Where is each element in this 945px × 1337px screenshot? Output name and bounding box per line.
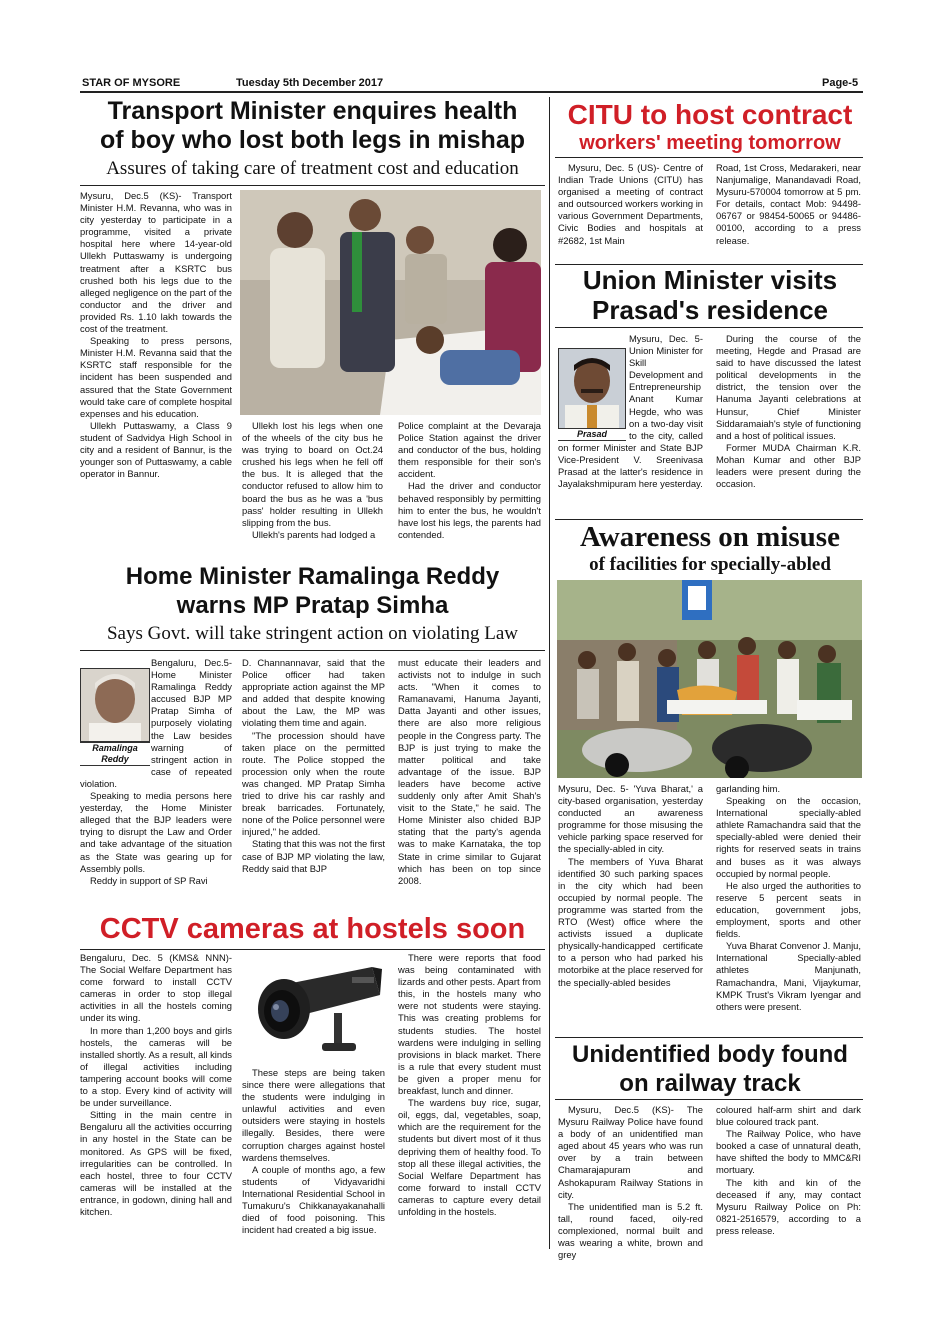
photo-yuva-bharat — [557, 580, 862, 778]
rule — [555, 1037, 863, 1038]
transport-col-2 — [242, 420, 383, 541]
paragraph: "The procession should have taken place on the permitted route. The Police stopped the procession only when the route was changed. MP Pratap Simha tried to drive his car rashly and break barricades. Fortunately, none of the Police personnel were injured," he added. — [242, 729, 385, 838]
story-citu — [555, 99, 865, 155]
headline-home-2: warns MP Pratap Simha — [176, 592, 449, 619]
rule — [80, 185, 545, 186]
paragraph: Bengaluru, Dec.5- Home Minister Ramalinga Reddy accused BJP MP Pratap Simha of purposely violating the Law besides warning of stringent action in case of repeated violation. — [80, 657, 232, 789]
hospital-photo-image — [240, 190, 541, 415]
paragraph: Mysuru, Dec. 5- 'Yuva Bharat,' a city-based organisation, yesterday conducted an awareness programme for those misusing the vehicle parking space reserved for the specially-abled in city. — [558, 783, 703, 855]
paragraph: D. Channannavar, said that the Police officer had taken appropriate action against the MP and added that despite knowing about the Law, the MP was violating them time and again. — [242, 657, 385, 729]
photo-minister-hospital — [240, 190, 541, 415]
story-cctv — [80, 911, 545, 947]
paragraph: Former MUDA Chairman K.R. Mohan Kumar and other BJP leaders were present during the occasion. — [716, 441, 861, 490]
story-home-minister — [80, 562, 545, 646]
masthead-rule — [80, 91, 863, 93]
headline-cctv: CCTV cameras at hostels soon — [99, 913, 526, 945]
issue-date: Tuesday 5th December 2017 — [236, 77, 384, 89]
union-col-1 — [558, 333, 703, 490]
rule — [555, 157, 863, 158]
story-unidentified-body — [555, 1040, 865, 1098]
headline-body-1: Unidentified body found — [572, 1041, 848, 1068]
body-col-2 — [716, 1104, 861, 1237]
paragraph: The unidentified man is 5.2 ft. tall, round faced, oily-red complexioned, normal built and was wearing a white, brown and grey — [558, 1200, 703, 1261]
paragraph: These steps are being taken since there were allegations that the students were indulging in unlawful activities and even outsiders were staying in hostels illegally. Besides, there were corruption charges against hostel wardens themselves. — [242, 1067, 385, 1163]
caption-line: Reddy — [101, 754, 129, 764]
story-awareness — [555, 521, 865, 576]
paragraph: Mysuru, Dec. 5 (US)- Centre of Indian Trade Unions (CITU) has organised a meeting of contract and outsourced workers working in various Government Departments, Civic Bodies and hospitals at #2682, 1st Main — [558, 162, 703, 246]
paragraph: Mysuru, Dec. 5- Union Minister for Skill Development and Entrepreneurship Anant Kumar Hegde, who was on a two-day visit to the city, called on former Minister and State BJP Vice-President V. Sreenivasa Prasad at the latter's residence in Jayalakshmipuram here yesterday. — [558, 333, 703, 490]
paragraph: The kith and kin of the deceased if any, may contact Mysuru Railway Police on Ph: 0821-2516579, according to a press release. — [716, 1176, 861, 1236]
paragraph: coloured half-arm shirt and dark blue coloured track pant. — [716, 1104, 861, 1128]
transport-col-1 — [80, 190, 232, 480]
column-divider — [549, 97, 550, 1249]
cctv-col-3 — [398, 952, 541, 1218]
float-spacer — [80, 657, 151, 777]
cctv-camera-image — [242, 955, 387, 1063]
paragraph: In more than 1,200 boys and girls hostels, the cameras will be installed shortly. As a result, all kinds of illegal activities including tampering account books will come to a stop. Every kind of activity will be under surveillance. — [80, 1024, 232, 1109]
photo-cctv-camera — [242, 955, 387, 1063]
body-col-1 — [558, 1104, 703, 1261]
awareness-col-1 — [558, 783, 703, 989]
headline-union-1: Union Minister visits — [582, 265, 838, 295]
paragraph: He also urged the authorities to reserve 5 percent seats in education, government jobs, employment, sports and other fields. — [716, 879, 861, 940]
subhead-transport: Assures of taking care of treatment cost and education — [106, 158, 519, 179]
home-col-3 — [398, 657, 541, 887]
paragraph: Yuva Bharat Convenor J. Manju, International Specially-abled athletes Manjunath, Ramachandra, Mani, Vijaykumar, KMPK Trust's Vikram Iyengar and others were present. — [716, 940, 861, 1012]
citu-col-2 — [716, 162, 861, 247]
rule — [555, 1099, 863, 1100]
headline-awareness-2: of facilities for specially-abled — [589, 554, 831, 575]
paragraph: Stating that this was not the first case of BJP MP violating the law, Reddy said that BJP — [242, 838, 385, 874]
headline-home-1: Home Minister Ramalinga Reddy — [125, 563, 500, 590]
headline-union-2: Prasad's residence — [592, 295, 828, 325]
paragraph: garlanding him. — [716, 783, 781, 794]
float-spacer — [558, 333, 629, 441]
paragraph: Mysuru, Dec.5 (KS)- The Mysuru Railway Police have found a body of an unidentified man aged about 45 years who was run over by a train between Chamarajapuram and Ashokapuram Railway Stations in city. — [558, 1104, 703, 1200]
paragraph: Sitting in the main centre in Bengaluru all the activities occurring in any hostel in the State can be monitored. As GPS will be fixed, irregularities can be controlled. In each hostel, three to four CCTV cameras will be installed at the entrance, in godown, dining hall and kitchen. — [80, 1109, 232, 1217]
paragraph: There were reports that food was being contaminated with lizards and other pests. Apart from this, in the hostels many who were not students were staying. This was creating problems for students studies. The hostel wardens were indulging in selling provisions in black market. There is a rule that every student must be given a proper menu for breakfast, lunch and dinner. — [398, 952, 541, 1097]
headline-awareness-1: Awareness on misuse — [580, 521, 840, 553]
headline-transport-2: of boy who lost both legs in mishap — [100, 126, 525, 154]
paragraph: The wardens buy rice, sugar, oil, eggs, dal, vegetables, soap, which are the requirement for the students but divert most of it thus depriving them of healthy food. To stop all these illegal activities, the Social Welfare Department has come forward to install CCTV cameras to capture every detail unfolding in the hostels. — [398, 1097, 541, 1217]
paragraph: Mysuru, Dec.5 (KS)- Transport Minister H.M. Revanna, who was in city yesterday to participate in a programme, visited a private hospital here where 14-year-old Ullekh Puttaswamy is undergoing treatment after a KSRTC bus crushed both his legs due to the alleged negligence on the part of the conductor and the driver and provided Rs. 1.10 lakh towards the cost of the treatment. — [80, 190, 232, 335]
subhead-home: Says Govt. will take stringent action on violating Law — [106, 623, 519, 644]
paragraph: A couple of months ago, a few students of Vidyavaridhi International Residential School in Tumakuru's Chikkanayakanahalli died of food poisoning. This incident had created a big issue. — [242, 1163, 385, 1236]
citu-col-1 — [558, 162, 703, 247]
yuva-bharat-photo-image — [557, 580, 862, 778]
rule — [80, 949, 545, 950]
awareness-col-2 — [716, 783, 861, 1013]
headline-transport-1: Transport Minister enquires health — [107, 97, 518, 125]
rule — [555, 327, 863, 328]
paragraph: Speaking to media persons here yesterday, the Home Minister alleged that the BJP leaders were trying to disrupt the Law and Order and take advantage of the situation as the State was gearing up for Assembly polls. — [80, 790, 232, 874]
paragraph: During the course of the meeting, Hegde and Prasad are said to have discussed the latest political developments in the district, the tension over the Hanuma Jayanti celebrations at Hunsur, Chief Minister Siddaramaiah's style of functioning and a host of political issues. — [716, 333, 861, 441]
home-col-1 — [80, 657, 232, 887]
union-col-2 — [716, 333, 861, 490]
paragraph: Police complaint at the Devaraja Police Station against the driver and conductor of the bus, holding them responsible for their son's accident. — [398, 420, 541, 480]
home-col-2 — [242, 657, 385, 875]
paragraph: Bengaluru, Dec. 5 (KMS& NNN)- The Social Welfare Department has come forward to install CCTV cameras in order to stop illegal activities in all the hostels coming under its wing. — [80, 952, 232, 1024]
caption-line: Ramalinga — [92, 743, 138, 753]
transport-col-3 — [398, 420, 541, 541]
paragraph: The Railway Police, who have booked a case of unnatural death, have shifted the body to MMC&RI mortuary. — [716, 1128, 861, 1176]
rule — [80, 650, 545, 651]
paragraph: Ullekh lost his legs when one of the wheels of the city bus he was trying to board on Oct.24 crushed his legs when he fell off the bus. It is alleged that the conductor refused to allow him to board the bus as he was a 'bus pass' holder resulting in Ullekh slipping from the bus. — [242, 420, 383, 528]
paragraph: Reddy in support of SP Ravi — [90, 874, 208, 886]
prasad-caption: Prasad — [558, 428, 626, 441]
rule — [555, 519, 863, 520]
paragraph: Speaking on the occasion, International specially-abled athlete Ramachandra said that the specially-abled were denied their rights for reserved seats in trains and buses as it was always occupied by normal people. — [716, 795, 861, 879]
story-union-minister — [555, 265, 865, 325]
story-transport-minister — [80, 97, 545, 181]
page-number: Page-5 — [822, 77, 859, 89]
cctv-col-2 — [242, 1067, 385, 1236]
paper-name: STAR OF MYSORE — [82, 77, 181, 89]
headline-citu-1: CITU to host contract — [567, 99, 853, 130]
paragraph: Ullekh Puttaswamy, a Class 9 student of Sadvidya High School in city and a resident of Bannur, is the younger son of Puttaswamy, a cable operator in Bannur. — [80, 419, 232, 480]
paragraph: Had the driver and conductor behaved responsibly by permitting him to enter the bus, he wouldn't have lost his legs, the parents had contended. — [398, 480, 541, 540]
paragraph: Ullekh's parents had lodged a — [252, 528, 376, 540]
headline-citu-2: workers' meeting tomorrow — [579, 132, 841, 154]
cctv-col-1 — [80, 952, 232, 1218]
paragraph: Speaking to press persons, Minister H.M. Revanna said that the KSRTC staff responsible for the incident has been suspended and assured that the State Government would take care of complete hospital expenses and his education. — [80, 335, 232, 419]
paragraph: must educate their leaders and activists not to indulge in such acts. "When it comes to Ramanavami, Hanuma Jayanti, Datta Jayanti and other issues, there are also more religious people in the Congress party. The BJP is just trying to make the matter political and take advantage of the issue. BJP leaders have become active suddenly only after Amit Shah's visit to the State," he said. The Home Minister also chided BJP stating that the party's agenda was to make Karnataka, the top State in crime similar to Gujarat which has been on top since 2008. — [398, 657, 541, 886]
headline-body-2: on railway track — [619, 1070, 801, 1097]
paragraph: The members of Yuva Bharat identified 30 such parking spaces in the city which had been occupied by normal people. The programme was started from the RTO (West) office where the activists issued a duplicate physically-handicapped certificate to a person who had parked his motorbike at the place reserved for the specially-abled besides — [558, 855, 703, 988]
paragraph: Road, 1st Cross, Medarakeri, near Nanjumalige, Manandavadi Road, Mysuru-570004 tomorrow at 5 pm. For details, contact Mob: 94498-06767 or 98454-50065 or 94486-00100, according to a press release. — [716, 162, 861, 246]
